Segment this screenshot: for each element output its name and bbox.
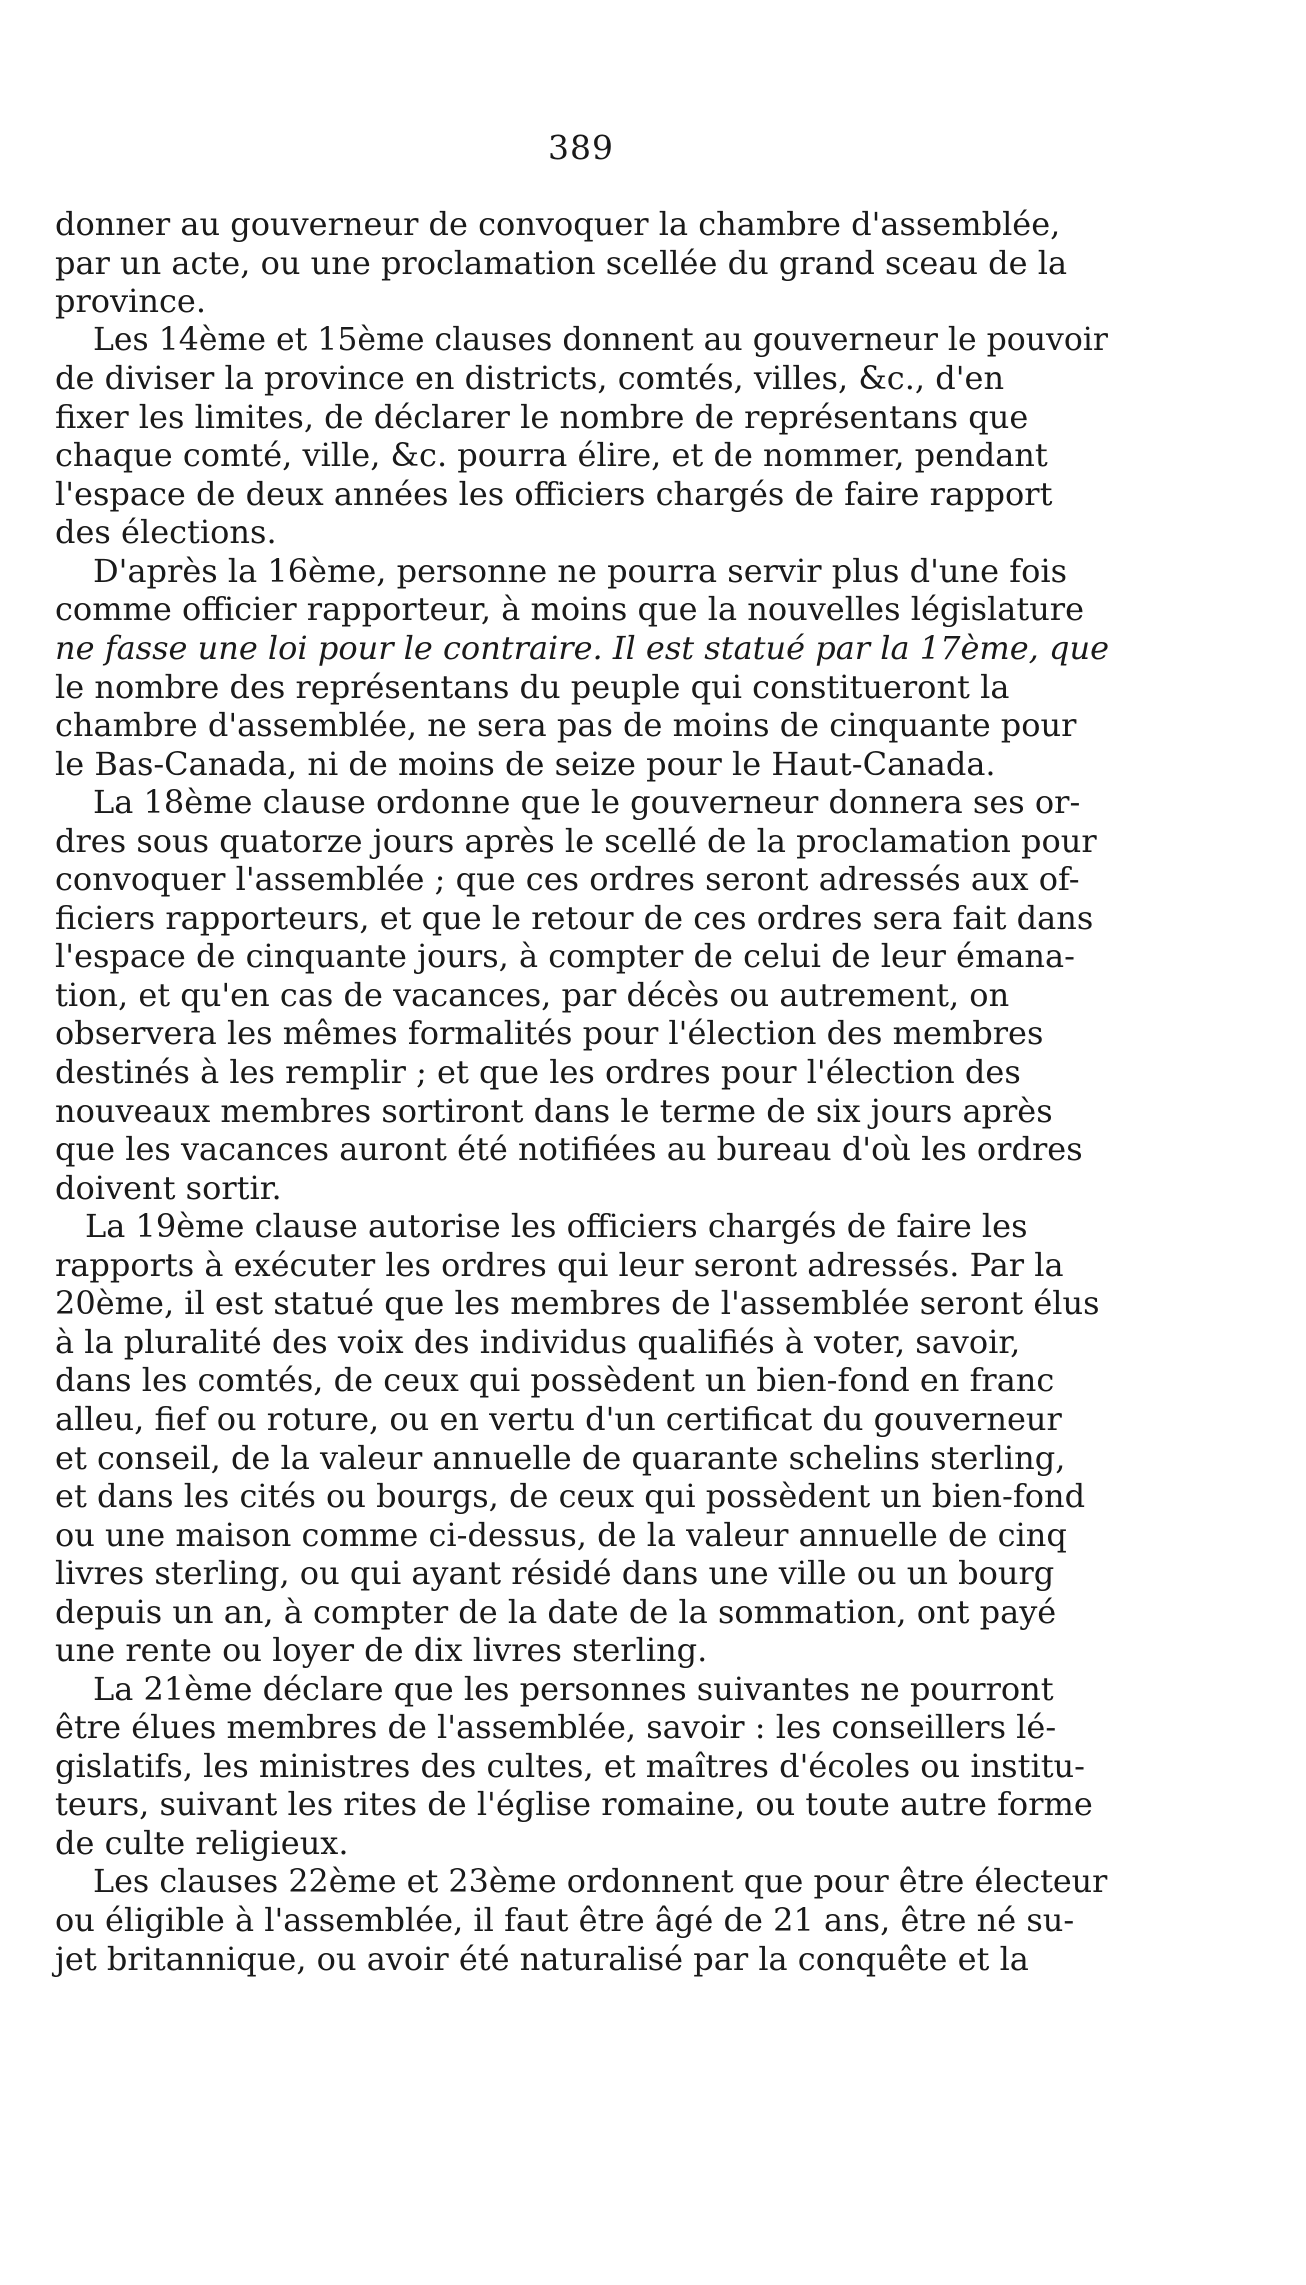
text-line: dres sous quatorze jours après le scellé de la proclamation pour bbox=[55, 821, 1097, 860]
text-line: à la pluralité des voix des individus qualifiés à voter, savoir, bbox=[55, 1322, 1021, 1361]
text-line: rapports à exécuter les ordres qui leur seront adressés. Par la bbox=[55, 1245, 1064, 1284]
paragraph-start-line: Les clauses 22ème et 23ème ordonnent que pour être électeur bbox=[93, 1862, 1108, 1900]
text-line: chaque comté, ville, &c. pourra élire, et de nommer, pendant bbox=[55, 436, 1048, 475]
text-line: depuis un an, à compter de la date de la sommation, ont payé bbox=[55, 1592, 1057, 1631]
text-line: fixer les limites, de déclarer le nombre de représentans que bbox=[55, 397, 1029, 436]
text-line: livres sterling, ou qui ayant résidé dans une ville ou un bourg bbox=[55, 1554, 1055, 1593]
paragraph-start-line: La 19ème clause autorise les officiers chargés de faire les bbox=[85, 1207, 1028, 1246]
text-line: convoquer l'assemblée ; que ces ordres seront adressés aux of- bbox=[55, 860, 1080, 899]
text-line: province. bbox=[55, 282, 206, 321]
text-line: chambre d'assemblée, ne sera pas de moins de cinquante pour bbox=[55, 706, 1077, 745]
text-line: ne fasse une loi pour le contraire. Il est statué par la 17ème, que bbox=[55, 629, 1110, 668]
paragraph-start-line: La 21ème déclare que les personnes suivantes ne pourront bbox=[93, 1669, 1054, 1708]
text-line: de diviser la province en districts, comtés, villes, &c., d'en bbox=[55, 359, 1005, 398]
text-line: nouveaux membres sortiront dans le terme de six jours après bbox=[55, 1091, 1053, 1130]
paragraph-start-line: Les 14ème et 15ème clauses donnent au gouverneur le pouvoir bbox=[93, 321, 1108, 358]
text-line: jet britannique, ou avoir été naturalisé par la conquête et la bbox=[55, 1939, 1029, 1978]
text-line: une rente ou loyer de dix livres sterling. bbox=[55, 1631, 708, 1670]
page-number: 389 bbox=[548, 128, 614, 167]
text-line: dans les comtés, de ceux qui possèdent un bien-fond en franc bbox=[55, 1361, 1055, 1400]
text-line: destinés à les remplir ; et que les ordres pour l'élection des bbox=[55, 1053, 1021, 1092]
text-line: que les vacances auront été notifiées au bureau d'où les ordres bbox=[55, 1130, 1083, 1169]
text-line: gislatifs, les ministres des cultes, et maîtres d'écoles ou institu- bbox=[55, 1746, 1085, 1785]
text-line: de culte religieux. bbox=[55, 1823, 349, 1862]
text-line: ficiers rapporteurs, et que le retour de ces ordres sera fait dans bbox=[55, 898, 1094, 937]
text-line: l'espace de deux années les officiers chargés de faire rapport bbox=[55, 474, 1053, 513]
text-line: doivent sortir. bbox=[55, 1168, 282, 1207]
text-line: être élues membres de l'assemblée, savoir : les conseillers lé- bbox=[55, 1708, 1057, 1747]
text-line: le Bas-Canada, ni de moins de seize pour le Haut-Canada. bbox=[55, 744, 996, 783]
paragraph-start-line: La 18ème clause ordonne que le gouverneur donnera ses or- bbox=[93, 783, 1081, 822]
text-line: observera les mêmes formalités pour l'élection des membres bbox=[55, 1014, 1044, 1053]
text-line: teurs, suivant les rites de l'église romaine, ou toute autre forme bbox=[55, 1785, 1093, 1824]
body-text bbox=[55, 205, 1113, 1978]
paragraph-start-line: D'après la 16ème, personne ne pourra servir plus d'une fois bbox=[93, 551, 1067, 590]
text-line: et conseil, de la valeur annuelle de quarante schelins sterling, bbox=[55, 1438, 1066, 1477]
text-line: 20ème, il est statué que les membres de l'assemblée seront élus bbox=[55, 1284, 1100, 1323]
text-line: alleu, fief ou roture, ou en vertu d'un certificat du gouverneur bbox=[55, 1399, 1062, 1438]
text-line: ou éligible à l'assemblée, il faut être âgé de 21 ans, être né su- bbox=[55, 1901, 1075, 1940]
text-line: par un acte, ou une proclamation scellée du grand sceau de la bbox=[55, 243, 1068, 282]
text-line: tion, et qu'en cas de vacances, par décès ou autrement, on bbox=[55, 975, 1010, 1014]
text-line: donner au gouverneur de convoquer la chambre d'assemblée, bbox=[55, 205, 1061, 243]
text-line: des élections. bbox=[55, 513, 277, 552]
text-line: comme officier rapporteur, à moins que la nouvelles législature bbox=[55, 590, 1085, 629]
text-line: l'espace de cinquante jours, à compter de celui de leur émana- bbox=[55, 937, 1075, 976]
text-line: ou une maison comme ci-dessus, de la valeur annuelle de cinq bbox=[55, 1515, 1067, 1554]
text-line: le nombre des représentans du peuple qui constitueront la bbox=[55, 667, 1010, 706]
text-line: et dans les cités ou bourgs, de ceux qui possèdent un bien-fond bbox=[55, 1477, 1086, 1516]
